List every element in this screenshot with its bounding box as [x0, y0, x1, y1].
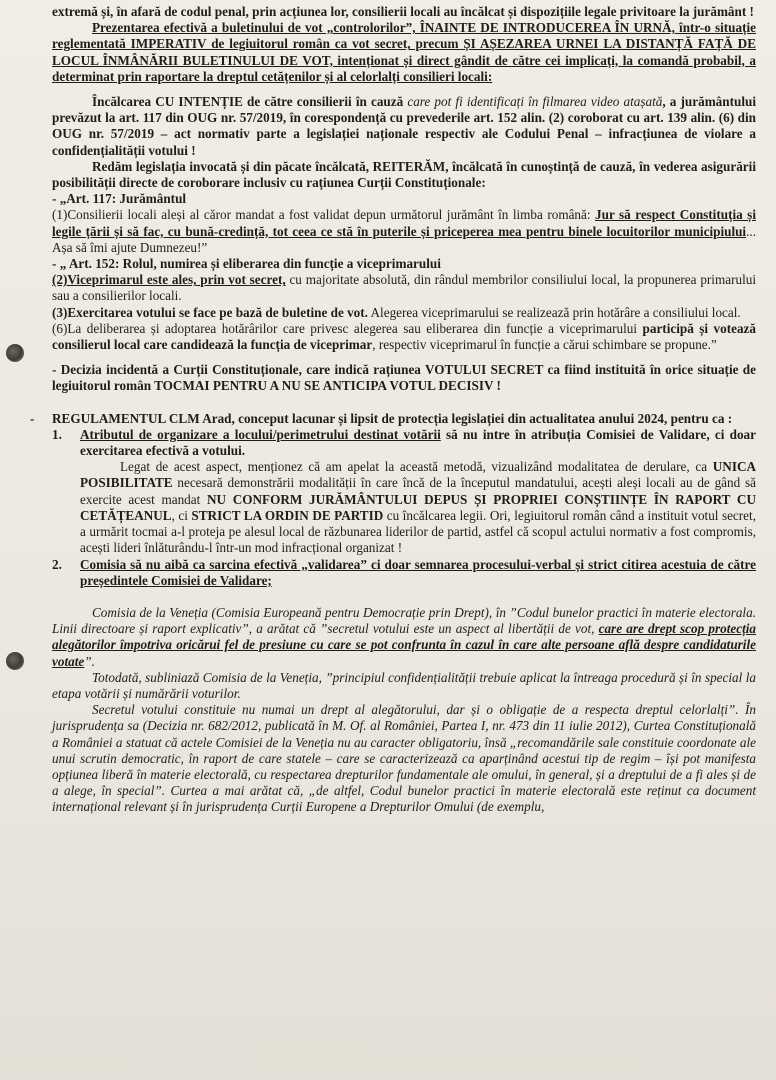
text-run: Legat de acest aspect, menționez că am apelat la această metodă, vizualizând modalitatea de derulare, ca — [120, 459, 713, 475]
paragraph: extremă și, în afară de codul penal, prin acțiunea lor, consilierii locali au încălcat și dispozițiile legale privitoare la jurământ ! — [52, 4, 754, 19]
text-run: TOCMAI PENTRU A NU SE ANTICIPA VOTUL DECISIV ! — [154, 378, 501, 394]
text-run: Alegerea viceprimarului se realizează prin hotărâre a consiliului local. — [367, 304, 741, 320]
paragraph: Secretul votului constituie nu numai un drept al alegătorului, dar și o obligație de a respecta dreptul celorlalți”. În jurisprudența sa (Decizia nr. 682/2012, publicată în M. Of. al României, Partea I, nr. 473 din 11 iulie 2012), Curtea Constituțională a României a statuat că actele Comisiei de la Veneția nu au caracter obligatoriu, însă „recomandările sale constituie coordonate ale unui scrutin democratic, în raport de care statele – care se caracterizează ca aparținând acestui tip de regim – își pot manifesta opțiunea liberă în materie electorală, cu respectarea drepturilor fundamentale ale omului, în general, și a dreptului de a fi ales și de a alege, în special”. Curtea a mai arătat că, „de altfel, Codul bunelor practici în materie electorală este reținut ca document internațional relevant și în jurisprudența Curții Europene a Drepturilor Omului (de exemplu, — [52, 702, 756, 815]
item-number: 1. — [52, 426, 62, 442]
text-run: , a jurământului prevăzut la art. 117 din OUG nr. 57/2019, în corespondență cu prevederile art. 152 alin. (2) coroborat cu art. 139 alin. (6) din OUG nr. 57/2019 – act normativ parte a legislației naționale respectiv ale Codului Penal – infracțiunea de violare a confidențialității votului ! — [52, 94, 757, 158]
text-run: cu încălcarea legii. Ori, legiuitorul român când a instituit votul secret, a urmărit tocmai a-l proteja pe alesul local de răzbunarea liderilor de partid, astfel că scopul actului normativ a fost compromis, acești lideri înlăturându-l într-un mod infracțional organizat ! — [80, 507, 756, 556]
paragraph — [80, 459, 756, 556]
paragraph — [52, 94, 756, 159]
text-run: ca fiind instituită în orice situație de legiuitorul român — [52, 362, 756, 394]
paragraph: Prezentarea efectivă a buletinului de vot „controlorilor”, ÎNAINTE DE INTRODUCEREA ÎN URNĂ, într-o situație reglementată IMPERATIV de legiuitorul român ca vot secret, precum ȘI AȘEZAREA URNEI LA DISTANȚĂ FAȚĂ DE LOCUL ÎNMÂNĂRII BULETINULUI DE VOT, intenționat și direct gândit de către cei implicați, la comandă probabil, a determinat prin raportare la dreptul cetățenilor și al celorlalți consilieri locali: — [52, 20, 756, 84]
text-run: - Decizia incidentă a Curții Constituționale, care indică rațiunea — [52, 362, 426, 378]
numbered-item — [52, 427, 756, 459]
text-run: care pot fi identificați în filmarea video atașată — [407, 94, 663, 110]
text-run: (3)Exercitarea votului se face pe bază de buletine de vot. — [52, 304, 368, 320]
text-run: ... Așa să îmi ajute Dumnezeu!” — [52, 223, 756, 255]
paragraph: Redăm legislația invocată și din păcate încălcată, REITERĂM, încălcată în cunoștință de cauză, în vederea asigurării posibilității directe de coroborare inclusiv cu rațiunea Curții Constituționale: — [52, 158, 756, 191]
text-run: Comisia de la Veneția (Comisia Europeană pentru Democrație prin Drept), în ”Codul bunelor practici în materie electorala. Linii directoare și raport explicativ”, a arătat că ”secretul votului este un aspect al libertății de vot, — [52, 604, 756, 637]
text-run: (6)La deliberarea și adoptarea hotărârilor care privesc alegerea sau eliberarea din funcție a viceprimarului — [52, 320, 643, 336]
text-run: care are drept scop protecția alegătorilor împotriva oricărui fel de presiune cu care se pot confrunta în cazul în care alte persoane află despre candidaturile votate — [52, 621, 756, 669]
paragraph — [52, 362, 756, 394]
paragraph: - „Art. 117: Jurământul — [52, 191, 187, 207]
paragraph — [52, 207, 756, 256]
item-number: 2. — [52, 556, 62, 572]
text-run: STRICT LA ORDIN DE PARTID — [191, 507, 384, 523]
text-run: REGULAMENTUL CLM Arad, conceput lacunar și lipsit de protecția legislației din actualitatea anului 2024, pentru ca : — [52, 410, 733, 426]
text-run: participă și votează consilierul local care candidează la funcția de viceprimar — [52, 320, 756, 353]
paragraph — [80, 427, 756, 459]
paragraph — [52, 605, 756, 670]
paragraph — [52, 272, 756, 304]
text-run: necesară demonstrării modalității în care încă de la începutul mandatului, acești aleși locali au de gând să exercite acest mandat — [80, 475, 756, 507]
paragraph: Comisia să nu aibă ca sarcina efectivă „validarea” ci doar semnarea procesului-verbal și strict citirea acestuia de către președintele Comisiei de Validare; — [80, 556, 756, 588]
paragraph: Totodată, subliniază Comisia de la Veneția, ”principiul confidențialității trebuie aplicat la întreaga procedură și în special la etapa votării și numărării voturilor. — [52, 669, 756, 701]
punch-hole-icon — [6, 652, 24, 670]
text-run: ”. — [84, 653, 95, 669]
text-run: (2)Viceprimarul este ales, prin vot secret, — [52, 272, 286, 288]
text-run: Încălcarea CU INTENȚIE de către consilierii în cauză — [92, 94, 408, 110]
text-run: UNICA POSIBILITATE — [80, 459, 756, 491]
text-run: , ci — [171, 507, 192, 523]
punch-hole-icon — [6, 344, 24, 362]
text-run: (1)Consilierii locali aleși al căror mandat a fost validat depun următorul jurământ în limba română: — [52, 207, 596, 223]
text-run: VOTULUI SECRET — [425, 362, 544, 378]
text-run: , respectiv viceprimarul în funcție a cărui schimbare se propune.” — [372, 337, 717, 353]
paragraph: - REGULAMENTUL CLM Arad, conceput lacunar și lipsit de protecția legislației din actualitatea anului 2024, pentru ca : — [30, 410, 733, 426]
paragraph — [52, 321, 756, 353]
text-run: să nu intre în atribuția Comisiei de Validare, ci doar exercitarea efectivă a votului. — [80, 426, 756, 459]
text-run: Atributul de organizare a locului/perimetrului destinat votării — [80, 426, 441, 442]
text-run: NU CONFORM JURĂMÂNTULUI DEPUS ȘI PROPRIEI CONȘTIINȚE ÎN RAPORT CU CETĂȚEANUL — [80, 491, 756, 523]
text-run: cu majoritate absolută, din rândul membrilor consiliului local, la propunerea primarului sau a consilierilor locali. — [52, 272, 756, 304]
paragraph: - „ Art. 152: Rolul, numirea și eliberarea din funcție a viceprimarului — [52, 256, 441, 272]
numbered-item — [52, 557, 756, 589]
text-run: Jur să respect Constituția și legile țării și să fac, cu bună-credință, tot ceea ce stă în puterile și priceperea mea pentru binele locuitorilor municipiului — [52, 207, 756, 239]
paragraph — [52, 305, 756, 321]
